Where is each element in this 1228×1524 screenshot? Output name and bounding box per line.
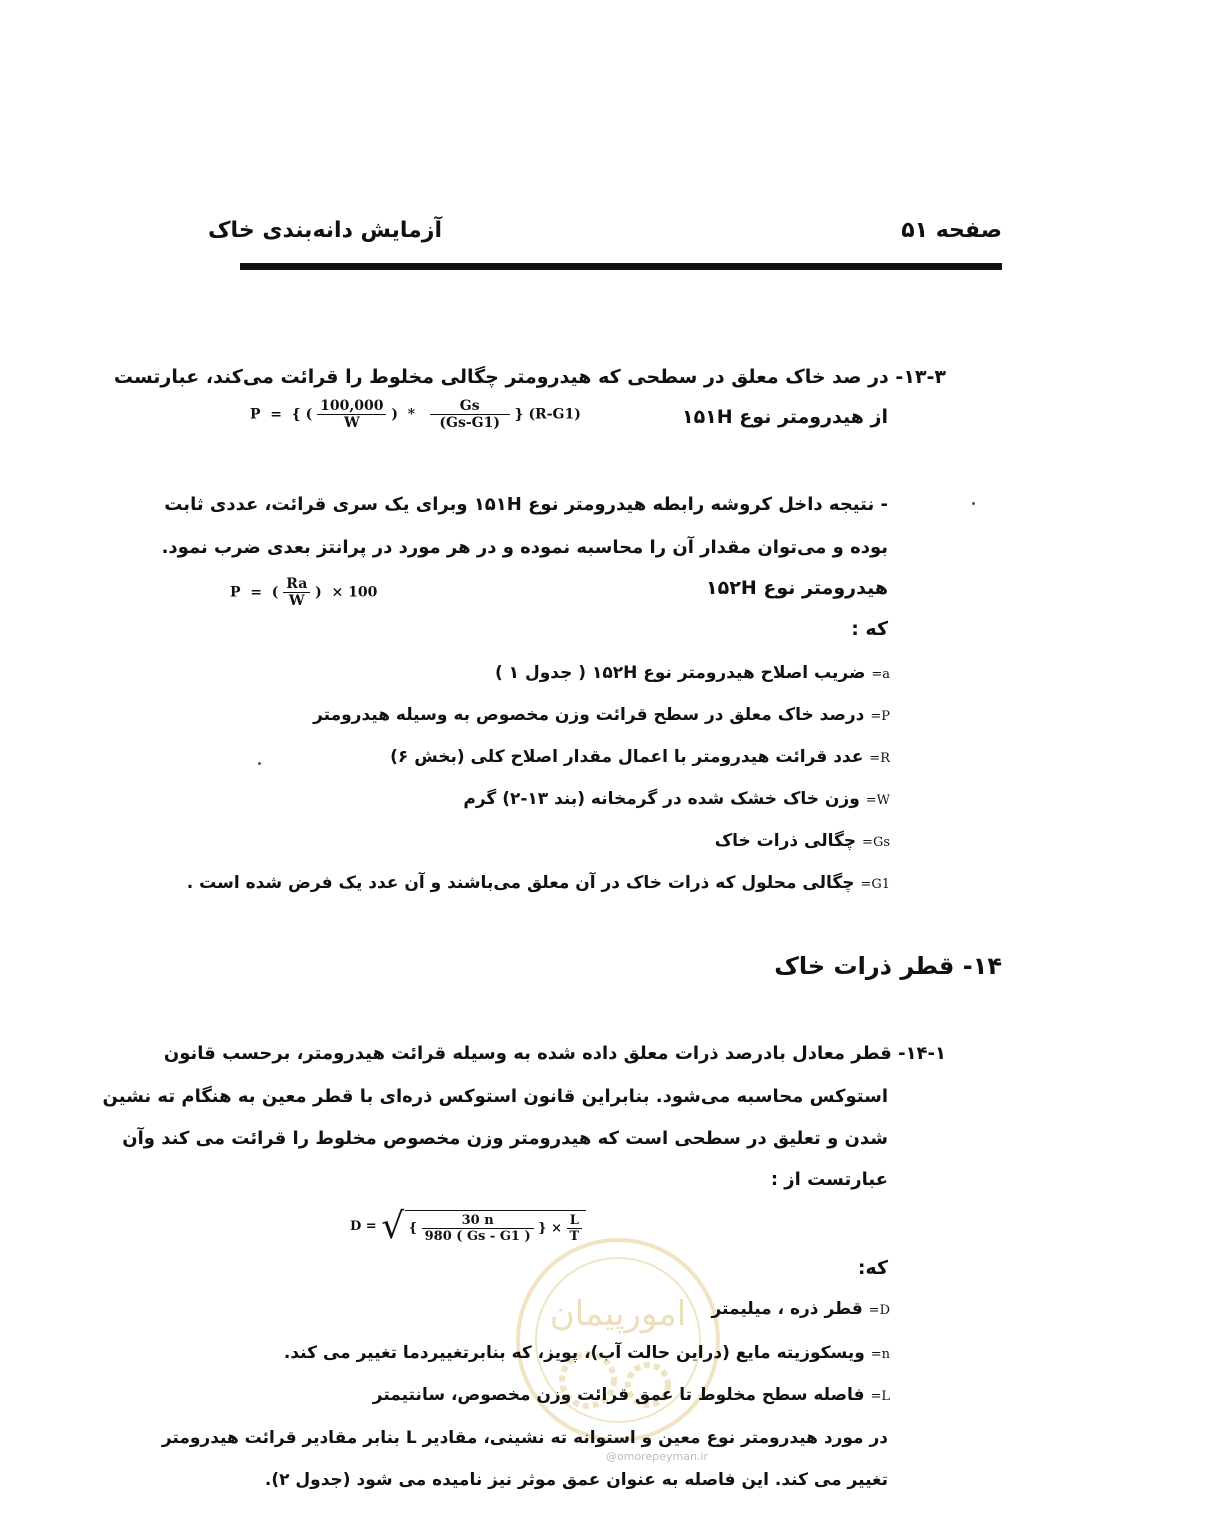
where-label: که : — [851, 618, 888, 640]
definition-g1: G1= چگالی محلول که ذرات خاک در آن معلق می‌باشند و آن عدد یک فرض شده است . — [186, 873, 890, 893]
fraction-numerator: Gs — [430, 398, 510, 415]
closing-line1: در مورد هیدرومتر نوع معین و استوانه ته نشینی، مقادیر L بنابر مقادیر قرائت هیدرومتر — [161, 1428, 888, 1448]
page-number: صفحه ۵۱ — [901, 218, 1002, 243]
definition-l: L= فاصله سطح مخلوط تا عمق قرائت وزن مخصوص، سانتیمتر — [372, 1385, 890, 1405]
definition-d: D= قطر ذره ، میلیمتر — [711, 1299, 890, 1319]
definition-symbol: R — [880, 751, 890, 766]
fraction-100000-over-w — [317, 398, 386, 431]
definition-text: فاصله سطح مخلوط تا عمق قرائت وزن مخصوص، سانتیمتر — [372, 1385, 865, 1405]
formula-lhs: P — [250, 406, 261, 423]
definition-symbol: L — [881, 1389, 890, 1404]
definition-text: عدد قرائت هیدرومتر با اعمال مقدار اصلاح کلی (بخش ۶) — [390, 747, 864, 767]
hydrometer-152h-label: هیدرومتر نوع ۱۵۲H — [706, 577, 888, 599]
fraction-denominator: T — [569, 1228, 580, 1244]
fraction-numerator: 30 n — [422, 1213, 534, 1229]
header-rule — [240, 263, 1002, 270]
definition-symbol: n — [881, 1347, 890, 1362]
fraction-numerator: 100,000 — [317, 398, 386, 415]
s14-1-line2: استوکس محاسبه می‌شود. بنابراین قانون استوکس ذره‌ای با قطر معین به هنگام ته نشین — [102, 1086, 888, 1107]
definition-text: چگالی ذرات خاک — [714, 831, 857, 851]
s14-1-line1: ۱۴-۱- قطر معادل بادرصد ذرات معلق داده شده به وسیله قرائت هیدرومتر، برحسب قانون — [163, 1043, 946, 1064]
sqrt-body: { $\frac{30 n}{980 ( Gs - G1 )}$ } × $\frac{L}{T}$ — [405, 1210, 586, 1244]
fraction-denominator: 980 ( Gs - G1 ) — [424, 1228, 531, 1244]
fraction-ra-over-w — [283, 576, 310, 609]
definition-text: درصد خاک معلق در سطح قرائت وزن مخصوص به وسیله هیدرومتر — [313, 705, 865, 725]
times-symbol: * — [407, 406, 416, 423]
definition-symbol: G1 — [871, 877, 890, 892]
chapter-title: آزمایش دانه‌بندی خاک — [208, 218, 442, 243]
formula-tail: × 100 — [331, 584, 378, 601]
times-symbol: × — [551, 1220, 562, 1236]
formula-152h: P = ( $\frac{Ra}{W}$ ) × 100 — [230, 576, 378, 609]
stray-dot — [972, 502, 975, 505]
formula-lhs: D = — [350, 1219, 377, 1234]
s14-1-line3: شدن و تعلیق در سطحی است که هیدرومتر وزن مخصوص مخلوط را قرائت می کند وآن — [122, 1128, 888, 1149]
where-label-2: که: — [857, 1257, 888, 1279]
definition-symbol: D — [879, 1303, 890, 1318]
fraction-numerator: Ra — [283, 576, 310, 593]
s14-1-line4: عبارتست از : — [770, 1169, 888, 1190]
fraction-denominator: W — [343, 415, 360, 431]
formula-lhs: P — [230, 584, 241, 601]
definition-text: چگالی محلول که ذرات خاک در آن معلق می‌باشند و آن عدد یک فرض شده است . — [186, 873, 855, 893]
definition-text: قطر ذره ، میلیمتر — [711, 1299, 863, 1319]
definition-symbol: P — [881, 709, 890, 724]
formula-151h: P = { ( $\frac{100,000}{W}$ ) * $\frac{Gs}{(Gs-G1)}$ } (R-G1) — [250, 398, 581, 431]
watermark-logo-text: امورپیمان — [549, 1294, 687, 1334]
definition-p: P= درصد خاک معلق در سطح قرائت وزن مخصوص به وسیله هیدرومتر — [313, 705, 890, 725]
definition-symbol: W — [876, 793, 890, 808]
closing-line2: تغییر می کند. این فاصله به عنوان عمق موثر نیز نامیده می شود (جدول ۲). — [264, 1470, 888, 1490]
fraction-denominator: (Gs-G1) — [439, 415, 500, 431]
section-14-heading: ۱۴- قطر ذرات خاک — [774, 952, 1002, 980]
watermark-url: @omorepeyman.ir — [606, 1450, 708, 1463]
definition-text: ضریب اصلاح هیدرومتر نوع ۱۵۲H ( جدول ۱ ) — [494, 663, 866, 683]
fraction-gs — [430, 398, 510, 431]
s13-3-line1: ۱۳-۳- در صد خاک معلق در سطحی که هیدرومتر چگالی مخلوط را قرائت می‌کند، عبارتست — [113, 366, 946, 388]
fraction-numerator: L — [567, 1213, 583, 1229]
sqrt-sign: √ — [381, 1206, 405, 1247]
definition-r: R= عدد قرائت هیدرومتر با اعمال مقدار اصلاح کلی (بخش ۶) — [390, 747, 890, 767]
definition-gs: Gs= چگالی ذرات خاک — [714, 831, 890, 851]
definition-text: وزن خاک خشک شده در گرمخانه (بند ۱۳-۲) گرم — [463, 789, 860, 809]
watermark-logo — [508, 1230, 728, 1450]
s13-3-line2: از هیدرومتر نوع ۱۵۱H — [681, 406, 888, 428]
fraction-denominator: W — [288, 593, 305, 609]
definition-symbol: Gs — [872, 835, 890, 850]
definition-symbol: a — [882, 667, 890, 682]
note-line1: - نتیجه داخل کروشه رابطه هیدرومتر نوع ۱۵۱H وبرای یک سری قرائت، عددی ثابت — [164, 494, 888, 515]
definition-w: W= وزن خاک خشک شده در گرمخانه (بند ۱۳-۲) گرم — [463, 789, 890, 809]
definition-text: ویسکوزیته مایع (دراین حالت آب)، پویز، که بنابرتغییردما تغییر می کند. — [283, 1343, 865, 1363]
definition-a: a= ضریب اصلاح هیدرومتر نوع ۱۵۲H ( جدول ۱ ) — [494, 663, 890, 683]
formula-tail: (R-G1) — [528, 406, 581, 423]
note-line2: بوده و می‌توان مقدار آن را محاسبه نموده و در هر مورد در پرانتز بعدی ضرب نمود. — [161, 537, 888, 558]
stray-dot — [258, 762, 261, 765]
definition-n: n= ویسکوزیته مایع (دراین حالت آب)، پویز، که بنابرتغییردما تغییر می کند. — [283, 1343, 890, 1363]
